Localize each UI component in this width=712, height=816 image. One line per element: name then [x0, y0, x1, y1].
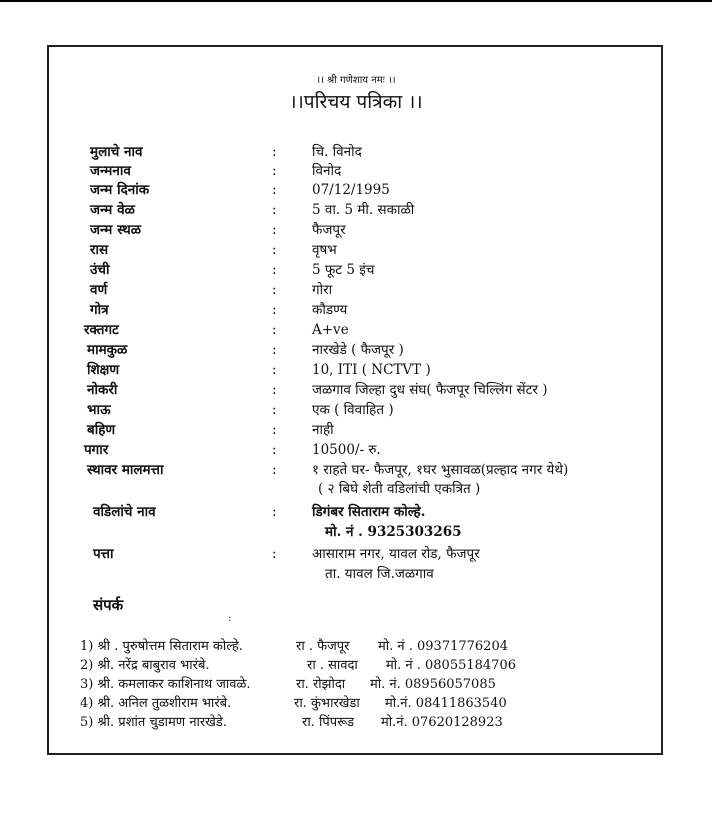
field-label: जन्म दिनांक [90, 182, 150, 198]
reference-name: 2) श्री. नरेंद्र बाबुराव भारंबे. [80, 658, 210, 673]
field-label: नोकरी [87, 382, 118, 398]
field-colon: : [272, 382, 277, 398]
field-value: नाही [312, 422, 334, 438]
field-label: जन्म स्थळ [90, 222, 141, 238]
field-row-height [0, 261, 712, 279]
field-label: रास [90, 242, 109, 258]
field-colon: : [272, 302, 277, 318]
contacts-colon: : [228, 613, 232, 624]
field-row-sister [0, 421, 712, 439]
reference-place: रा. रोझोदा [296, 677, 346, 692]
top-border-line [0, 0, 712, 2]
field-label: जन्मनाव [90, 163, 131, 179]
field-colon: : [272, 144, 277, 160]
field-row-birth-name [0, 162, 712, 180]
reference-phone: मो.नं. 07620128923 [381, 715, 503, 730]
field-value: आसाराम नगर, यावल रोड, फैजपूर [312, 546, 480, 562]
field-colon: : [272, 546, 277, 562]
field-value: १ राहते घर- फैजपूर, १घर भुसावळ(प्रल्हाद नगर येथे) [312, 462, 569, 478]
field-row-job [0, 381, 712, 399]
field-label: मामकुळ [87, 342, 128, 358]
field-colon: : [272, 202, 277, 218]
field-value: 5 वा. 5 मी. सकाळी [312, 202, 415, 218]
field-value: फैजपूर [312, 222, 346, 238]
field-value: कौडण्य [312, 302, 348, 318]
field-label: स्थावर मालमत्ता [87, 462, 164, 478]
field-row-complexion [0, 281, 712, 299]
reference-name: 1) श्री . पुरुषोत्तम सिताराम कोल्हे. [80, 639, 243, 654]
field-value: चि. विनोद [312, 144, 362, 160]
reference-name: 4) श्री. अनिल तुळशीराम भारंबे. [80, 696, 232, 711]
reference-place: रा. कुंभारखेडा [294, 696, 360, 711]
field-row-property [0, 461, 712, 479]
field-value: विनोद [312, 163, 342, 179]
field-value: नारखेडे ( फैजपूर ) [312, 342, 404, 358]
field-label: गोत्र [90, 302, 109, 318]
field-value: 5 फूट 5 इंच [312, 262, 375, 278]
field-row-address [0, 545, 712, 563]
field-colon: : [272, 342, 277, 358]
field-value: 10, ITI ( NCTVT ) [312, 362, 431, 378]
field-colon: : [272, 222, 277, 238]
field-value: जळगाव जिल्हा दुध संघ( फैजपूर चिल्लिंग सेंटर ) [312, 382, 548, 398]
field-value: A+ve [312, 322, 349, 338]
field-row-address-cont [0, 565, 712, 583]
invocation-line: ।। श्री गणेशाय नमः ।। [316, 75, 396, 86]
field-colon: : [272, 442, 277, 458]
field-colon: : [272, 242, 277, 258]
field-value: 10500/- रु. [312, 442, 381, 458]
field-row-rashi [0, 241, 712, 259]
reference-place: रा . सावदा [307, 658, 358, 673]
field-label: जन्म वेळ [90, 202, 135, 218]
field-row-salary [0, 441, 712, 459]
reference-name: 5) श्री. प्रशांत चुडामण नारखेडे. [80, 715, 227, 730]
field-value: वृषभ [312, 242, 337, 258]
field-colon: : [272, 322, 277, 338]
field-colon: : [272, 402, 277, 418]
field-row-birth-place [0, 221, 712, 239]
field-label: पगार [84, 442, 109, 458]
reference-place: रा . फैजपूर [296, 639, 350, 654]
field-colon: : [272, 262, 277, 278]
reference-phone: मो.नं. 08411863540 [385, 696, 507, 711]
field-value-cont: ता. यावल जि.जळगाव [325, 566, 434, 582]
field-value-cont: मो. नं . 9325303265 [325, 524, 462, 540]
field-row-birth-date [0, 181, 712, 199]
field-label: पत्ता [93, 546, 114, 562]
field-row-birth-time [0, 201, 712, 219]
field-label: बहिण [87, 422, 116, 438]
field-colon: : [272, 422, 277, 438]
field-colon: : [272, 462, 277, 478]
field-row-blood-group [0, 321, 712, 339]
reference-phone: मो. नं . 09371776204 [378, 639, 508, 654]
field-value: डिगंबर सिताराम कोल्हे. [312, 504, 426, 520]
field-label: मुलाचे नाव [90, 144, 143, 160]
field-row-father-phone [0, 523, 712, 541]
reference-phone: मो. नं . 08055184706 [386, 658, 516, 673]
field-row-maternal-family [0, 341, 712, 359]
field-row-brother [0, 401, 712, 419]
field-row-education [0, 361, 712, 379]
field-colon: : [272, 362, 277, 378]
field-label: वडिलांचे नाव [93, 504, 156, 520]
field-label: भाऊ [87, 402, 111, 418]
field-row-boy-name [0, 143, 712, 161]
field-row-property-cont [0, 480, 712, 498]
field-value: गोरा [312, 282, 333, 298]
contacts-heading: संपर्क [93, 596, 124, 614]
reference-name: 3) श्री. कमलाकर काशिनाथ जावळे. [80, 677, 251, 692]
field-value-cont: ( २ बिघे शेती वडिलांची एकत्रित ) [318, 481, 481, 497]
reference-place: रा. पिंपरूड [302, 715, 355, 730]
field-value: एक ( विवाहित ) [312, 402, 394, 418]
field-colon: : [272, 282, 277, 298]
field-colon: : [272, 163, 277, 179]
field-label: उंची [90, 262, 110, 278]
field-value: 07/12/1995 [312, 182, 390, 198]
field-row-gotra [0, 301, 712, 319]
field-label: रक्तगट [84, 322, 119, 338]
reference-phone: मो. नं. 08956057085 [370, 677, 496, 692]
field-label: शिक्षण [87, 362, 120, 378]
field-row-father-name [0, 503, 712, 521]
field-label: वर्ण [90, 282, 108, 298]
field-colon: : [272, 504, 277, 520]
field-colon: : [272, 182, 277, 198]
page-title: ।।परिचय पत्रिका ।। [289, 91, 423, 113]
